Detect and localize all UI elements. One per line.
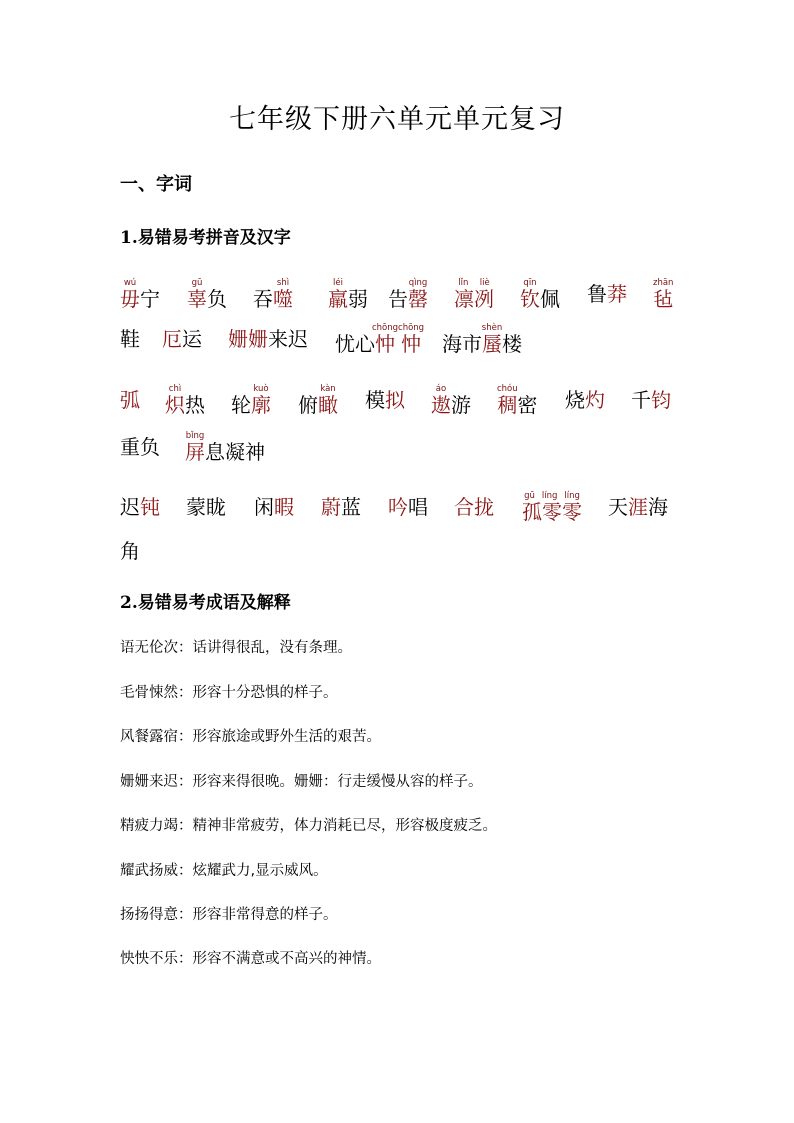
vocab-word [120, 278, 160, 312]
word-part: 重负 [120, 435, 160, 459]
subheading-pinyin: 1.易错易考拼音及汉字 [120, 228, 291, 248]
word-part: 烧 [565, 388, 585, 412]
word-part: 天 [608, 495, 628, 519]
highlighted-char: 莽 [607, 282, 627, 306]
word-part: 楼 [502, 332, 522, 356]
subheading-idioms: 2.易错易考成语及解释 [120, 593, 291, 613]
highlighted-char: 屏bǐng [185, 431, 205, 464]
idiom-definition: 语无伦次：话讲得很乱，没有条理。 [120, 640, 352, 656]
word-part: 角 [120, 539, 140, 563]
vocab-word [187, 278, 227, 312]
idiom-definition: 怏怏不乐：形容不满意或不高兴的神情。 [120, 951, 381, 967]
section-heading: 一、字词 [120, 174, 192, 195]
pinyin: gū líng líng [522, 491, 582, 501]
pinyin: shèn [481, 323, 503, 333]
highlighted-char: 合拢 [454, 495, 494, 519]
vocab-word [120, 431, 160, 460]
word-part: 闲 [254, 495, 274, 519]
highlighted-char: 钝 [140, 495, 160, 519]
vocab-word [454, 278, 494, 312]
vocab-word [497, 384, 537, 418]
idiom-definition: 毛骨悚然：形容十分恐惧的样子。 [120, 685, 338, 701]
vocab-word [653, 278, 673, 312]
vocab-word [120, 491, 160, 520]
vocab-word [328, 278, 368, 312]
idiom-definition: 耀武扬威：炫耀武力,显示威风。 [120, 863, 328, 879]
vocab-word [388, 491, 428, 520]
vocab-word [120, 535, 140, 564]
vocab-word [608, 491, 668, 520]
vocab-word [298, 384, 338, 418]
highlighted-char: 孤零零gū líng líng [522, 491, 582, 524]
word-part: 俯 [298, 393, 318, 417]
highlighted-char: 弧 [120, 388, 140, 412]
vocab-word [522, 491, 582, 525]
highlighted-char: 瞰kàn [318, 384, 338, 417]
word-part: 告 [388, 287, 408, 311]
idiom-definition: 风餐露宿：形容旅途或野外生活的艰苦。 [120, 729, 381, 745]
vocab-word [587, 278, 627, 307]
pinyin: qìng [408, 278, 428, 288]
page-title: 七年级下册六单元单元复习 [229, 104, 565, 135]
pinyin: chì [165, 384, 185, 394]
word-part: 蒙眬 [186, 495, 226, 519]
highlighted-char: 毋wú [120, 278, 140, 311]
highlighted-char: 蔚 [321, 495, 341, 519]
highlighted-char: 钦qīn [520, 278, 540, 311]
highlighted-char: 拟 [385, 388, 405, 412]
highlighted-char: 遨áo [431, 384, 451, 417]
vocab-word [165, 384, 205, 418]
vocab-word [431, 384, 471, 418]
vocab-word [365, 384, 405, 413]
vocab-word [254, 491, 294, 520]
pinyin: chóu [497, 384, 518, 394]
idiom-definition: 精疲力竭：精神非常疲劳，体力消耗已尽，形容极度疲乏。 [120, 818, 497, 834]
vocab-word [228, 323, 308, 352]
word-part: 唱 [408, 495, 428, 519]
word-part: 来迟 [268, 327, 308, 351]
pinyin: kuò [251, 384, 271, 394]
pinyin: shì [273, 278, 293, 288]
pinyin: lǐn liè [454, 278, 494, 288]
word-part: 忧心 [335, 332, 375, 356]
highlighted-char: 炽chì [165, 384, 185, 417]
vocab-word [442, 323, 522, 357]
highlighted-char: 毡zhān [653, 278, 674, 311]
word-part: 迟 [120, 495, 140, 519]
word-part: 鲁 [587, 282, 607, 306]
word-part: 轮 [231, 393, 251, 417]
vocab-word [631, 384, 671, 413]
word-part: 负 [207, 287, 227, 311]
pinyin: chōngchōng [371, 323, 425, 333]
vocab-word [120, 384, 140, 413]
pinyin: zhān [653, 278, 674, 288]
word-part: 游 [451, 393, 471, 417]
word-part: 密 [517, 393, 538, 417]
word-part: 佩 [540, 287, 560, 311]
word-part: 千 [631, 388, 651, 412]
highlighted-char: 凛冽lǐn liè [454, 278, 494, 311]
highlighted-char: 辜gū [187, 278, 207, 311]
highlighted-char: 廓kuò [251, 384, 271, 417]
highlighted-char: 暇 [274, 495, 294, 519]
word-part: 海市 [442, 332, 482, 356]
word-part: 热 [185, 393, 205, 417]
word-part: 蓝 [341, 495, 361, 519]
pinyin: qīn [520, 278, 540, 288]
highlighted-char: 羸léi [328, 278, 348, 311]
word-part: 运 [182, 327, 202, 351]
pinyin: áo [431, 384, 451, 394]
vocab-word [388, 278, 428, 312]
pinyin: bǐng [185, 431, 205, 441]
highlighted-char: 涯 [628, 495, 648, 519]
word-part: 模 [365, 388, 385, 412]
vocab-word [454, 491, 494, 520]
word-part: 吞 [253, 287, 273, 311]
word-part: 鞋 [120, 327, 140, 351]
pinyin: wú [120, 278, 140, 288]
highlighted-char: 吟 [388, 495, 408, 519]
highlighted-char: 厄 [162, 327, 182, 351]
vocab-word [186, 491, 226, 520]
word-part: 海 [648, 495, 668, 519]
vocab-word [520, 278, 560, 312]
idiom-definition: 扬扬得意：形容非常得意的样子。 [120, 907, 338, 923]
vocab-word [335, 323, 424, 357]
vocab-word [321, 491, 361, 520]
highlighted-char: 蜃shèn [481, 323, 503, 356]
highlighted-char: 罄qìng [408, 278, 428, 311]
vocab-word [231, 384, 271, 418]
highlighted-char: 忡忡chōngchōng [371, 323, 425, 356]
highlighted-char: 钧 [651, 388, 671, 412]
highlighted-char: 灼 [585, 388, 605, 412]
pinyin: kàn [318, 384, 338, 394]
word-part: 息凝神 [205, 440, 265, 464]
word-part: 宁 [140, 287, 160, 311]
vocab-word [120, 323, 140, 352]
highlighted-char: 噬shì [273, 278, 293, 311]
word-part: 弱 [348, 287, 368, 311]
highlighted-char: 姗姗 [228, 327, 268, 351]
highlighted-char: 稠chóu [497, 384, 518, 417]
pinyin: gū [187, 278, 207, 288]
idiom-definition: 姗姗来迟：形容来得很晚。姗姗：行走缓慢从容的样子。 [120, 774, 483, 790]
vocab-word [565, 384, 605, 413]
vocab-word [185, 431, 265, 465]
vocab-word [162, 323, 202, 352]
pinyin: léi [328, 278, 348, 288]
vocab-word [253, 278, 293, 312]
